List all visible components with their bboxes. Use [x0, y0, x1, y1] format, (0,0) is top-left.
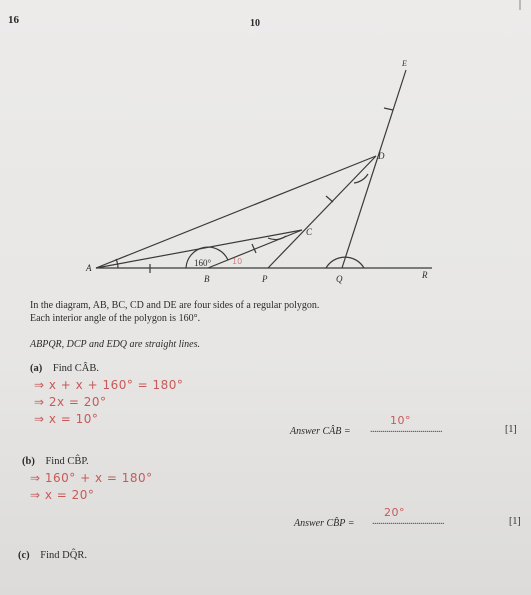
- label-r: R: [422, 270, 428, 280]
- question-number: 16: [8, 14, 19, 26]
- part-b-answer-line: ....................................: [372, 516, 444, 527]
- part-b-label: (b): [22, 456, 35, 467]
- segment-bc: [208, 230, 302, 268]
- label-c: C: [306, 227, 313, 237]
- intro-line-1: In the diagram, AB, BC, CD and DE are four sides of a regular polygon.: [30, 300, 320, 311]
- part-a-work-3: ⇒ x = 10°: [34, 412, 99, 426]
- part-b-prompt: Find CB̂P.: [45, 456, 89, 467]
- part-b-work-2: ⇒ x = 20°: [30, 488, 95, 502]
- page-number: 10: [250, 18, 260, 29]
- label-d: D: [378, 151, 385, 161]
- part-a-heading: [30, 363, 99, 374]
- part-a-work-1: ⇒ x + x + 160° = 180°: [34, 378, 184, 392]
- label-p: P: [262, 274, 268, 284]
- line-ad: [96, 156, 376, 268]
- part-a-prompt: Find CÂB.: [52, 363, 99, 374]
- part-a-answer-line: ....................................: [370, 424, 442, 435]
- intro-line-3: ABPQR, DCP and EDQ are straight lines.: [30, 339, 200, 350]
- label-b: B: [204, 274, 210, 284]
- label-a: A: [86, 263, 92, 273]
- part-a-label: (a): [30, 363, 43, 374]
- part-a-answer-label: Answer CÂB =: [290, 426, 351, 437]
- angle-label-160: 160°: [194, 258, 212, 268]
- part-c-prompt: Find DQ̂R.: [40, 550, 87, 561]
- part-b-marks: [1]: [509, 516, 521, 527]
- line-edq: [342, 70, 406, 268]
- part-a-answer-value: 10°: [390, 414, 411, 427]
- label-q: Q: [336, 274, 343, 284]
- label-e: E: [402, 59, 407, 68]
- tick-de: [384, 108, 393, 110]
- part-c-label: (c): [18, 550, 30, 561]
- part-a-work-2: ⇒ 2x = 20°: [34, 395, 107, 409]
- part-b-answer-value: 20°: [384, 506, 405, 519]
- intro-line-2: Each interior angle of the polygon is 160°.: [30, 313, 201, 324]
- part-b-heading: [22, 456, 89, 467]
- hand-angle-label: 10: [232, 257, 243, 266]
- part-c-heading: [18, 550, 87, 561]
- arc-angle-a: [116, 259, 118, 268]
- part-a-marks: [1]: [505, 424, 517, 435]
- tick-cd: [326, 196, 333, 202]
- arc-angle-c: [268, 236, 286, 240]
- part-b-work-1: ⇒ 160° + x = 180°: [30, 471, 153, 485]
- part-b-answer-label: Answer CB̂P =: [294, 518, 355, 529]
- arc-angle-d: [354, 174, 368, 183]
